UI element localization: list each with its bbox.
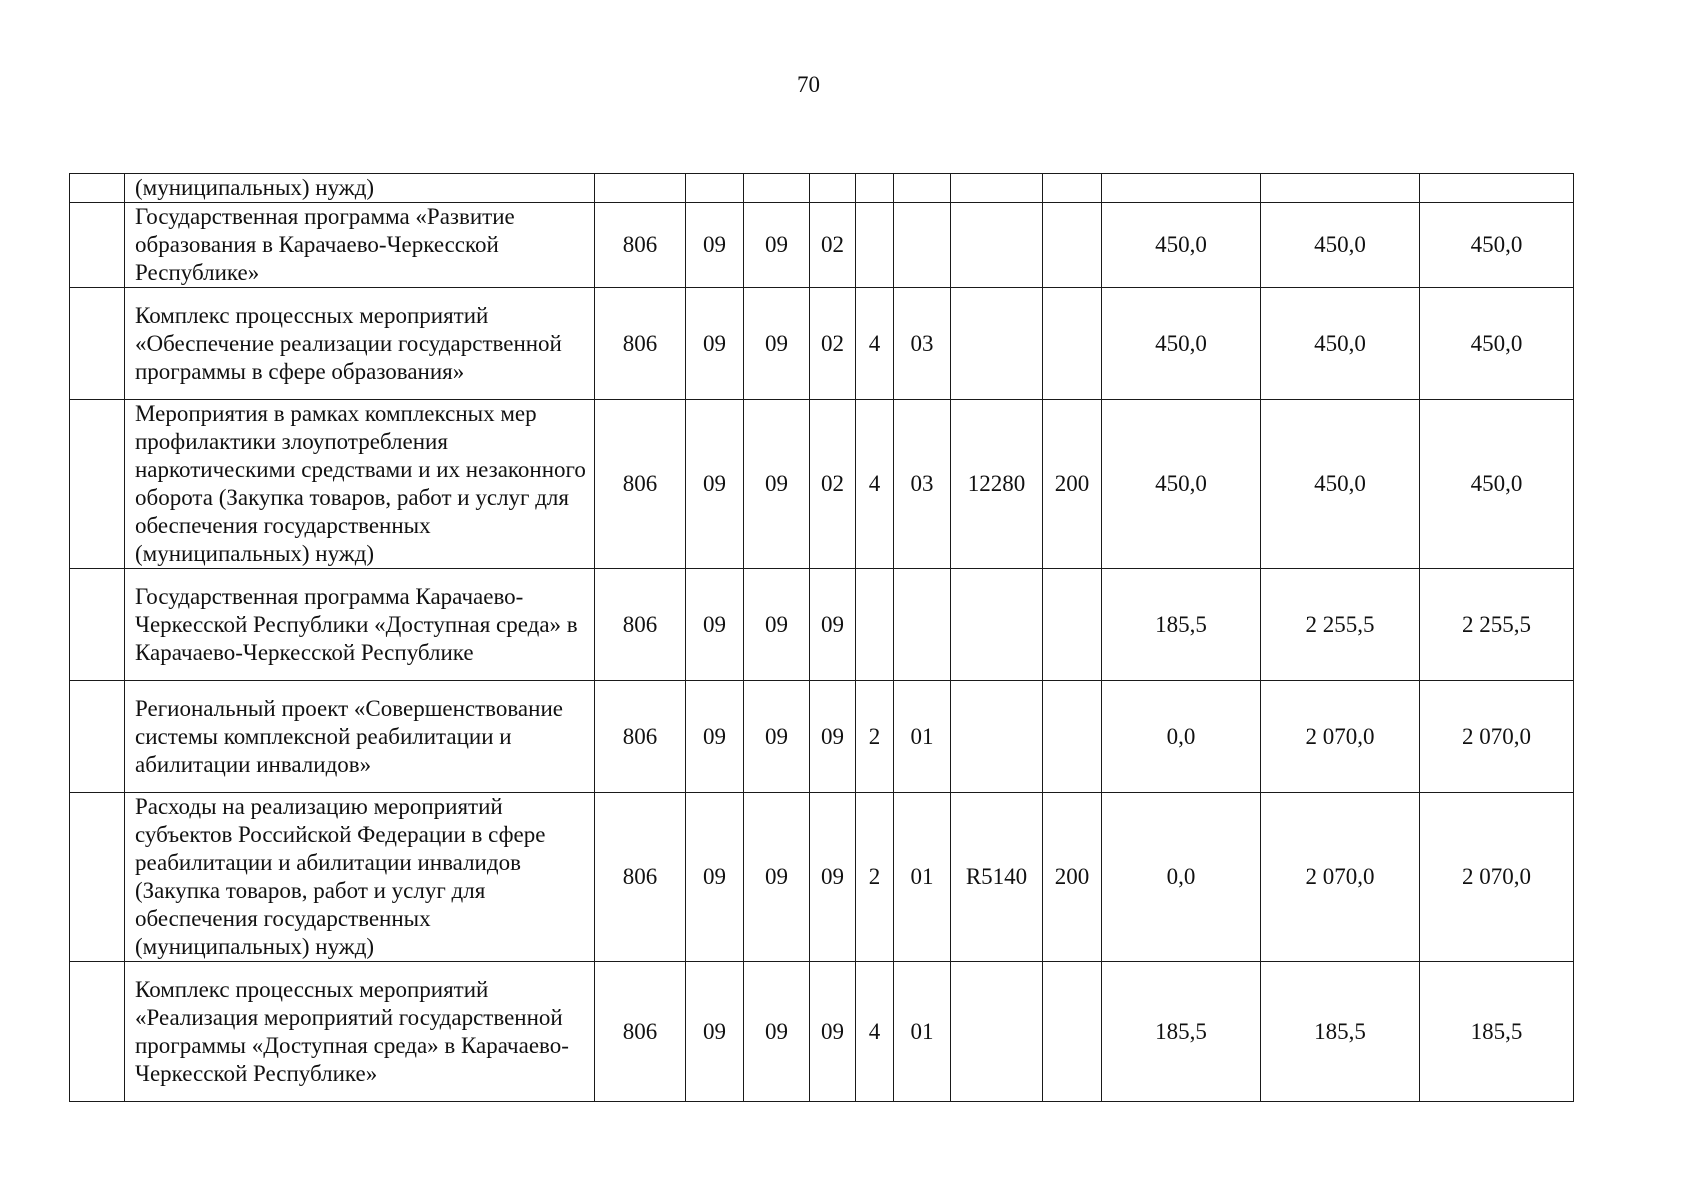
table-row — [70, 793, 1574, 962]
type-code — [856, 203, 894, 288]
section-code: 09 — [686, 793, 744, 962]
subsection-code: 09 — [744, 400, 810, 569]
table-row — [70, 681, 1574, 793]
amount-year-1: 450,0 — [1102, 400, 1261, 569]
section-code: 09 — [686, 681, 744, 793]
row-name: Комплекс процессных мероприятий «Реализация мероприятий государственной программы «Доступная среда» в Карачаево-Черкесской Республике» — [125, 962, 595, 1102]
table-row — [70, 203, 1574, 288]
program-code: 02 — [810, 400, 856, 569]
direction-code — [951, 569, 1043, 681]
row-name: Региональный проект «Совершенствование системы комплексной реабилитации и абилитации инвалидов» — [125, 681, 595, 793]
amount-year-1: 185,5 — [1102, 569, 1261, 681]
expense-type-code: 200 — [1043, 793, 1102, 962]
admin-code: 806 — [595, 203, 686, 288]
amount-year-2: 450,0 — [1261, 400, 1420, 569]
program-code: 09 — [810, 681, 856, 793]
type-code: 4 — [856, 288, 894, 400]
row-index-cell — [70, 203, 125, 288]
subsection-code — [744, 174, 810, 203]
amount-year-3 — [1420, 174, 1574, 203]
expense-type-code — [1043, 569, 1102, 681]
program-code: 02 — [810, 288, 856, 400]
row-name: Расходы на реализацию мероприятий субъектов Российской Федерации в сфере реабилитации и абилитации инвалидов (Закупка товаров, работ и услуг для обеспечения государственных (муниципальных) нужд) — [125, 793, 595, 962]
table-row — [70, 174, 1574, 203]
table-row — [70, 962, 1574, 1102]
amount-year-3: 2 070,0 — [1420, 681, 1574, 793]
program-code: 09 — [810, 962, 856, 1102]
direction-code: 12280 — [951, 400, 1043, 569]
program-code: 09 — [810, 793, 856, 962]
amount-year-3: 2 255,5 — [1420, 569, 1574, 681]
row-index-cell — [70, 288, 125, 400]
structure-code: 01 — [894, 681, 951, 793]
subsection-code: 09 — [744, 569, 810, 681]
structure-code: 01 — [894, 962, 951, 1102]
direction-code — [951, 174, 1043, 203]
expense-type-code — [1043, 681, 1102, 793]
direction-code — [951, 681, 1043, 793]
admin-code: 806 — [595, 962, 686, 1102]
row-index-cell — [70, 174, 125, 203]
amount-year-1: 185,5 — [1102, 962, 1261, 1102]
structure-code — [894, 174, 951, 203]
type-code: 2 — [856, 793, 894, 962]
direction-code — [951, 288, 1043, 400]
type-code — [856, 569, 894, 681]
expense-type-code — [1043, 288, 1102, 400]
program-code: 09 — [810, 569, 856, 681]
amount-year-1: 0,0 — [1102, 681, 1261, 793]
amount-year-1: 450,0 — [1102, 288, 1261, 400]
section-code: 09 — [686, 400, 744, 569]
expense-type-code — [1043, 203, 1102, 288]
amount-year-2 — [1261, 174, 1420, 203]
type-code: 4 — [856, 962, 894, 1102]
amount-year-2: 2 070,0 — [1261, 793, 1420, 962]
expense-type-code — [1043, 962, 1102, 1102]
amount-year-3: 2 070,0 — [1420, 793, 1574, 962]
admin-code: 806 — [595, 400, 686, 569]
admin-code: 806 — [595, 793, 686, 962]
amount-year-2: 2 070,0 — [1261, 681, 1420, 793]
row-index-cell — [70, 681, 125, 793]
type-code — [856, 174, 894, 203]
amount-year-2: 185,5 — [1261, 962, 1420, 1102]
amount-year-3: 185,5 — [1420, 962, 1574, 1102]
amount-year-3: 450,0 — [1420, 400, 1574, 569]
structure-code — [894, 203, 951, 288]
subsection-code: 09 — [744, 793, 810, 962]
admin-code: 806 — [595, 681, 686, 793]
row-index-cell — [70, 793, 125, 962]
amount-year-2: 2 255,5 — [1261, 569, 1420, 681]
section-code: 09 — [686, 962, 744, 1102]
row-index-cell — [70, 569, 125, 681]
table-row — [70, 288, 1574, 400]
subsection-code: 09 — [744, 962, 810, 1102]
section-code: 09 — [686, 203, 744, 288]
structure-code: 01 — [894, 793, 951, 962]
row-name: Комплекс процессных мероприятий «Обеспечение реализации государственной программы в сфере образования» — [125, 288, 595, 400]
type-code: 2 — [856, 681, 894, 793]
structure-code — [894, 569, 951, 681]
table-row — [70, 400, 1574, 569]
page-number: 70 — [797, 72, 820, 97]
type-code: 4 — [856, 400, 894, 569]
expense-type-code: 200 — [1043, 400, 1102, 569]
row-name: Государственная программа «Развитие образования в Карачаево-Черкесской Республике» — [125, 203, 595, 288]
row-name: Мероприятия в рамках комплексных мер профилактики злоупотребления наркотическими средствами и их незаконного оборота (Закупка товаров, работ и услуг для обеспечения государственных (муниципальных) нужд) — [125, 400, 595, 569]
section-code: 09 — [686, 288, 744, 400]
amount-year-1: 450,0 — [1102, 203, 1261, 288]
budget-table — [69, 173, 1574, 1102]
subsection-code: 09 — [744, 203, 810, 288]
admin-code — [595, 174, 686, 203]
amount-year-1 — [1102, 174, 1261, 203]
amount-year-2: 450,0 — [1261, 203, 1420, 288]
row-index-cell — [70, 962, 125, 1102]
amount-year-3: 450,0 — [1420, 203, 1574, 288]
admin-code: 806 — [595, 288, 686, 400]
amount-year-1: 0,0 — [1102, 793, 1261, 962]
subsection-code: 09 — [744, 288, 810, 400]
subsection-code: 09 — [744, 681, 810, 793]
structure-code: 03 — [894, 400, 951, 569]
program-code — [810, 174, 856, 203]
admin-code: 806 — [595, 569, 686, 681]
direction-code: R5140 — [951, 793, 1043, 962]
row-index-cell — [70, 400, 125, 569]
row-name: (муниципальных) нужд) — [125, 174, 595, 203]
structure-code: 03 — [894, 288, 951, 400]
expense-type-code — [1043, 174, 1102, 203]
program-code: 02 — [810, 203, 856, 288]
row-name: Государственная программа Карачаево-Черкесской Республики «Доступная среда» в Карачаево-Черкесской Республике — [125, 569, 595, 681]
direction-code — [951, 962, 1043, 1102]
table-row — [70, 569, 1574, 681]
direction-code — [951, 203, 1043, 288]
section-code: 09 — [686, 569, 744, 681]
amount-year-2: 450,0 — [1261, 288, 1420, 400]
amount-year-3: 450,0 — [1420, 288, 1574, 400]
section-code — [686, 174, 744, 203]
